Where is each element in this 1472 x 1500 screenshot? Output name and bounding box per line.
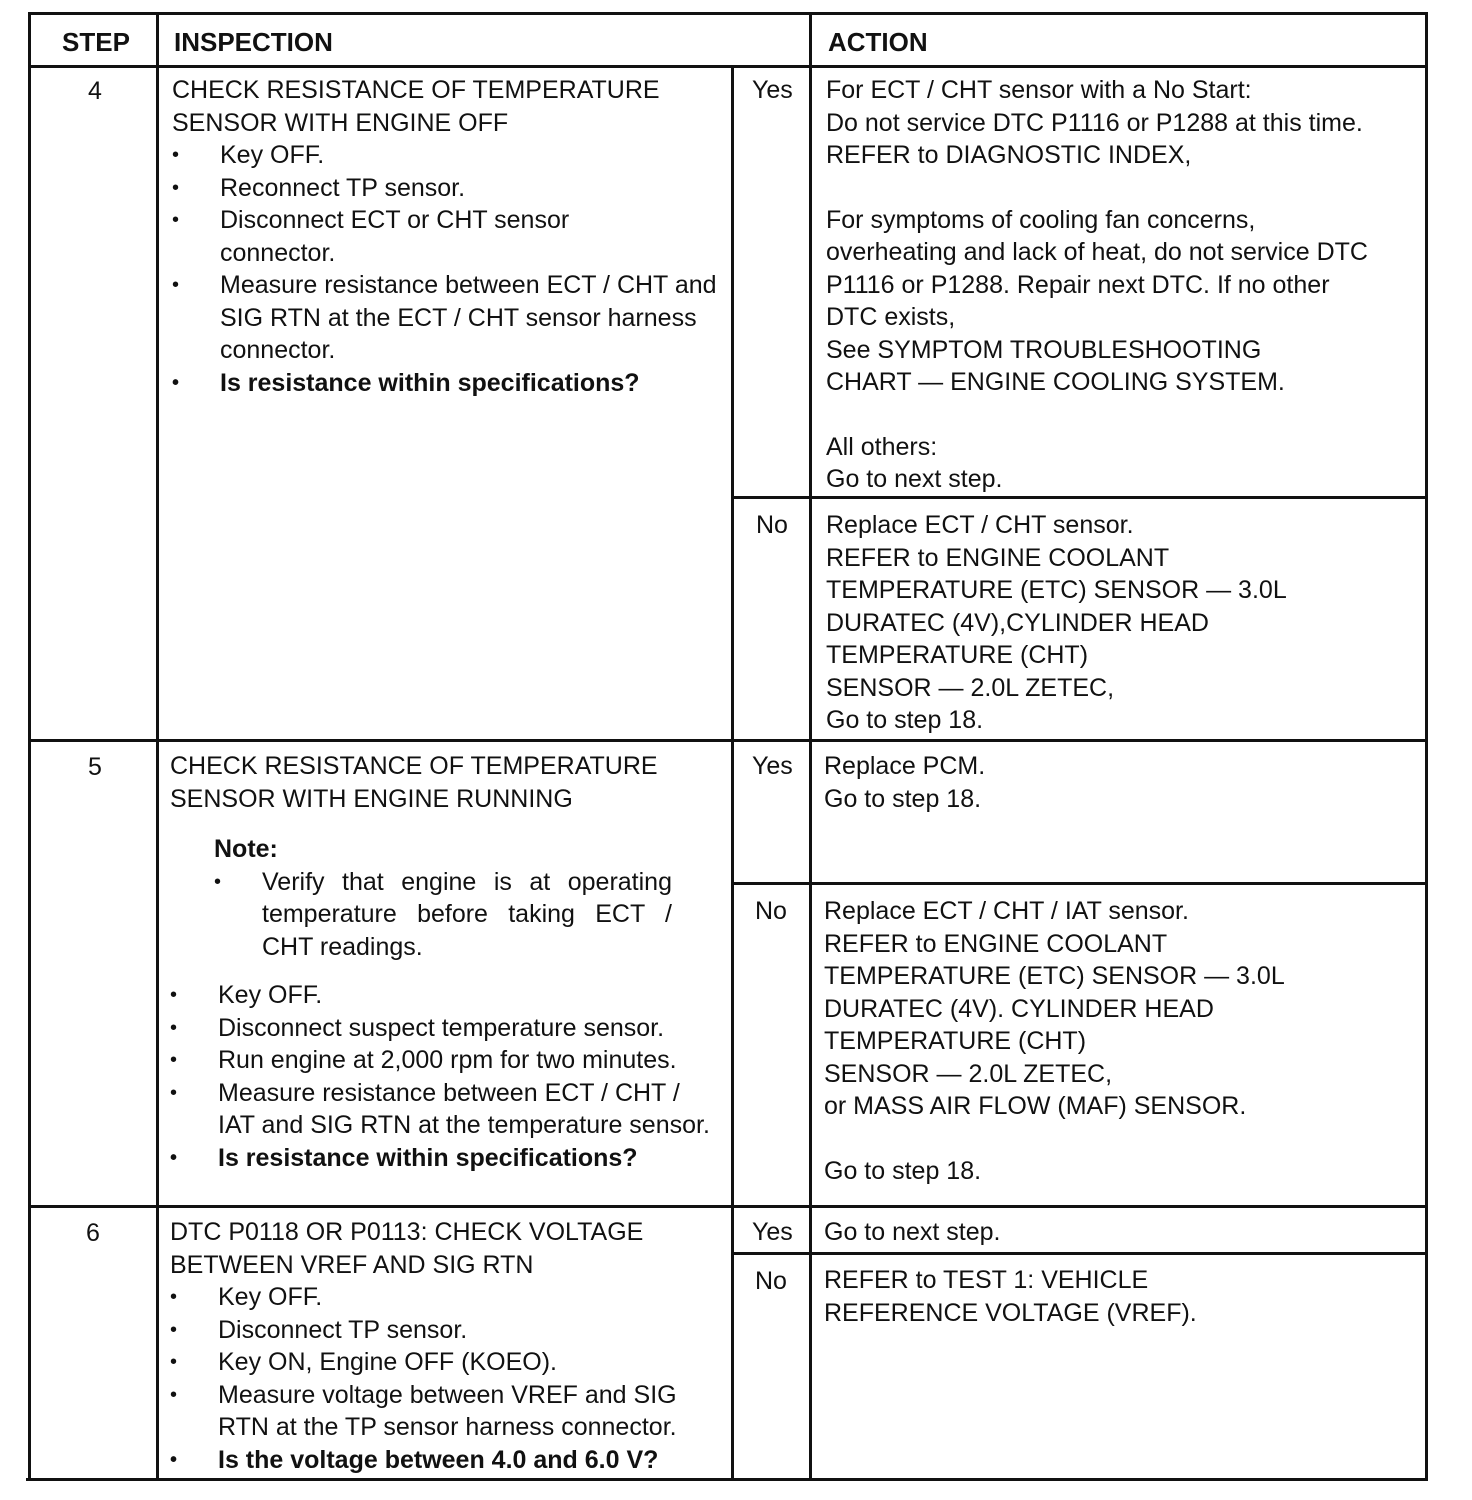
no-label: No [756,511,788,539]
inspection-title-line: CHECK RESISTANCE OF TEMPERATURE [172,76,660,104]
action-line: TEMPERATURE (CHT) [826,641,1089,669]
action-line: Go to step 18. [826,706,984,734]
inspection-bullet: • Measure resistance between ECT / CHT and SIG RTN at the ECT / CHT sensor harness connector. [172,269,720,367]
no-label: No [755,1267,787,1295]
note-label: Note: [214,835,278,863]
action-line: Go to step 18. [824,1156,982,1185]
note-list [170,866,722,964]
inspection-cell [170,1216,722,1476]
inspection-title-line: CHECK RESISTANCE OF TEMPERATURE [170,752,658,780]
action-line: Replace ECT / CHT sensor. [826,511,1134,539]
header-inspection: INSPECTION [174,27,333,57]
row-divider-step4-5 [28,739,1428,742]
action-line: DTC exists, [826,303,956,331]
action-line: Replace PCM. [824,752,986,780]
action-line: Go to step 18. [824,784,982,813]
table-border-right [1425,12,1428,1481]
action-yes-cell [826,74,1368,496]
action-line: TEMPERATURE (ETC) SENSOR — 3.0L [824,962,1285,990]
yes-label: Yes [752,752,793,780]
action-yes-cell [824,750,985,815]
yes-no-divider-step4 [733,496,1428,499]
action-line: REFER to DIAGNOSTIC INDEX, [826,141,1192,169]
action-line: CHART — ENGINE COOLING SYSTEM. [826,368,1285,396]
table-border-left [28,12,31,1481]
inspection-question: • Is resistance within specifications? [170,1142,722,1175]
table-border-bottom [26,1478,1425,1481]
action-line: DURATEC (4V),CYLINDER HEAD [826,608,1209,637]
action-line: DURATEC (4V). CYLINDER HEAD [824,994,1214,1023]
inspection-question: • Is resistance within specifications? [172,367,724,400]
action-no-cell [824,1264,1197,1329]
action-column-divider [809,12,812,1481]
inspection-cell [170,750,722,1174]
action-line: Go to next step. [824,1218,1001,1246]
action-yes-cell [824,1216,1001,1249]
action-line: REFERENCE VOLTAGE (VREF). [824,1298,1197,1327]
inspection-bullet-list [170,1281,722,1476]
inspection-bullet: • Measure resistance between ECT / CHT / IAT and SIG RTN at the temperature sensor. [170,1077,718,1142]
step-number: 6 [86,1219,100,1247]
inspection-bullet: • Run engine at 2,000 rpm for two minutes. [170,1044,722,1077]
yes-label: Yes [752,76,793,104]
action-line: All others: [826,432,938,461]
action-line: TEMPERATURE (CHT) [824,1027,1087,1055]
yes-no-divider-step6 [733,1252,1428,1255]
inspection-column-divider [731,66,734,1481]
action-line: Go to next step. [826,465,1003,493]
inspection-bullet: • Key OFF. [170,1281,722,1314]
action-line: For symptoms of cooling fan concerns, [826,205,1256,234]
inspection-bullet: • Disconnect suspect temperature sensor. [170,1012,722,1045]
no-label: No [755,897,787,925]
action-line: REFER to TEST 1: VEHICLE [824,1266,1149,1294]
header-step: STEP [62,27,130,57]
row-divider-step5-6 [28,1205,1428,1208]
inspection-bullet: • Key OFF. [172,139,724,172]
action-line: Replace ECT / CHT / IAT sensor. [824,897,1189,925]
action-line: TEMPERATURE (ETC) SENSOR — 3.0L [826,576,1287,604]
action-line: overheating and lack of heat, do not service DTC [826,238,1368,266]
inspection-question: • Is the voltage between 4.0 and 6.0 V? [170,1444,722,1477]
action-line: REFER to ENGINE COOLANT [826,543,1170,572]
inspection-bullet: • Key OFF. [170,979,722,1012]
yes-no-divider-step5 [733,882,1428,885]
inspection-bullet: • Disconnect ECT or CHT sensor connector. [172,204,620,269]
note-text: • Verify that engine is at operating temperature before taking ECT / CHT readings. [214,866,672,964]
inspection-bullet: • Measure voltage between VREF and SIG RTN at the TP sensor harness connector. [170,1379,723,1444]
inspection-bullet: • Key ON, Engine OFF (KOEO). [170,1346,722,1379]
action-no-cell [824,895,1285,1187]
action-line: For ECT / CHT sensor with a No Start: [826,76,1252,104]
step-column-divider [156,12,159,1481]
action-line: SENSOR — 2.0L ZETEC, [824,1059,1113,1088]
action-line: SENSOR — 2.0L ZETEC, [826,673,1115,702]
table-border-top [28,12,1428,15]
step-number: 4 [88,77,102,105]
action-line: Do not service DTC P1116 or P1288 at this time. [826,108,1363,137]
step-number: 5 [88,753,102,781]
header-divider [28,65,1428,68]
inspection-title-line: SENSOR WITH ENGINE OFF [172,108,509,137]
inspection-bullet-list [170,979,722,1174]
yes-label: Yes [752,1218,793,1246]
inspection-bullet: • Reconnect TP sensor. [172,172,724,205]
action-line: P1116 or P1288. Repair next DTC. If no other [826,270,1330,299]
action-line: REFER to ENGINE COOLANT [824,929,1168,958]
header-action: ACTION [828,27,928,57]
inspection-title-line: BETWEEN VREF AND SIG RTN [170,1250,534,1279]
inspection-title-line: DTC P0118 OR P0113: CHECK VOLTAGE [170,1218,644,1246]
inspection-title-line: SENSOR WITH ENGINE RUNNING [170,784,573,813]
action-no-cell [826,509,1287,737]
inspection-bullet-list [172,139,724,399]
inspection-cell [172,74,724,399]
inspection-bullet: • Disconnect TP sensor. [170,1314,722,1347]
action-line: or MASS AIR FLOW (MAF) SENSOR. [824,1092,1247,1120]
action-line: See SYMPTOM TROUBLESHOOTING [826,335,1262,364]
